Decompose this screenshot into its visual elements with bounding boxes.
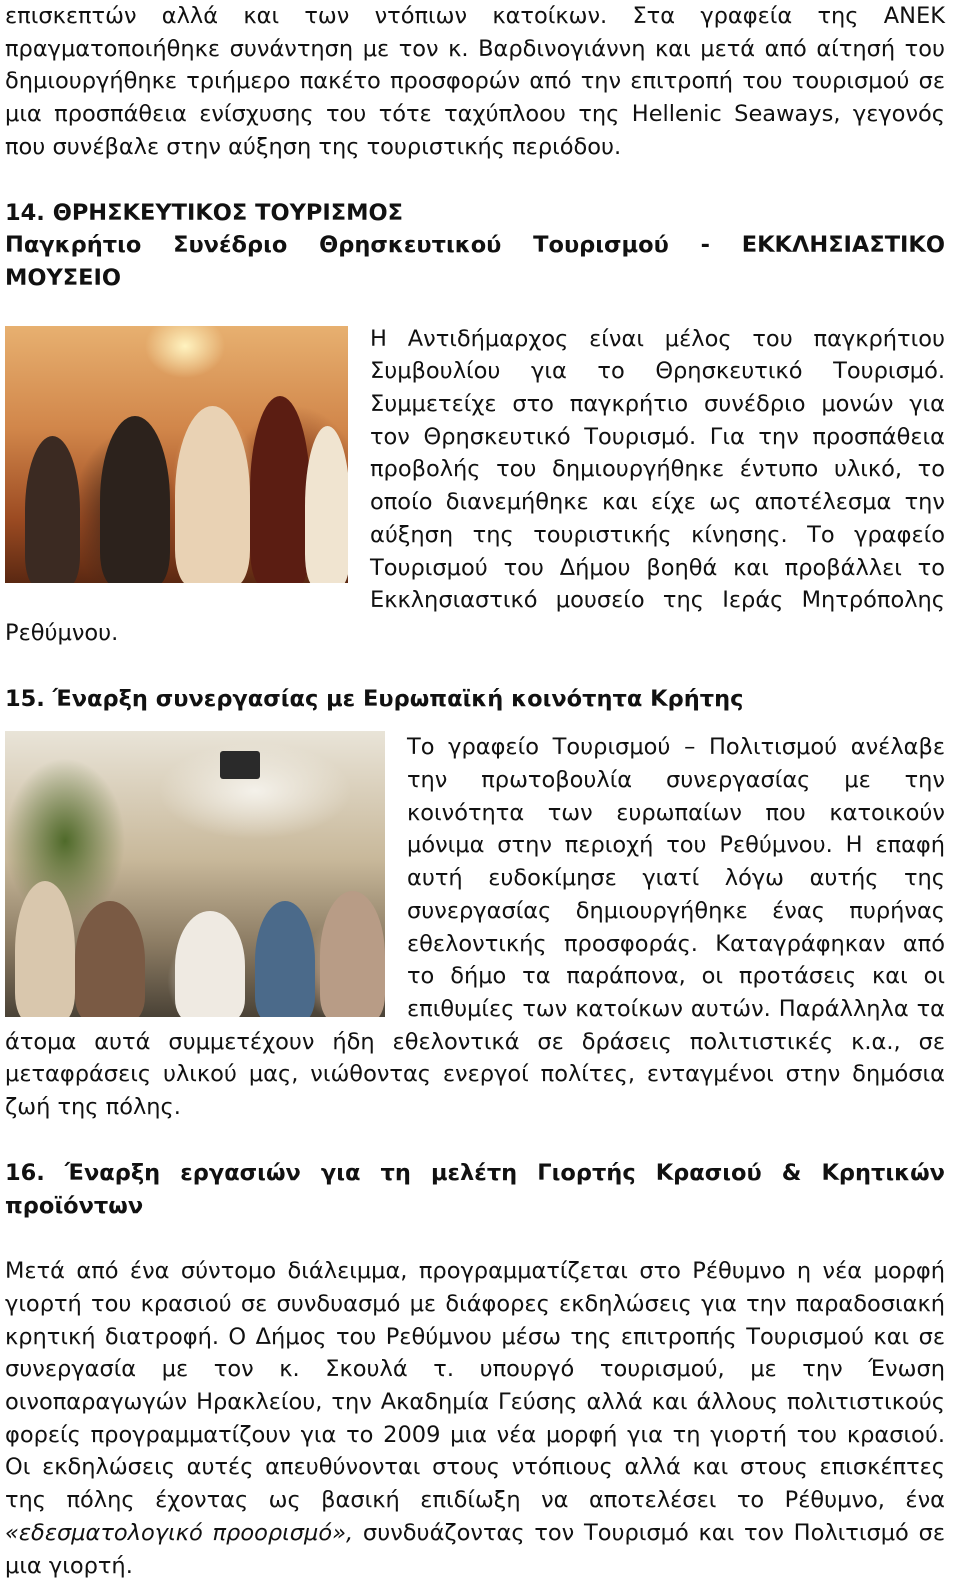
section-15-body: Το γραφείο Τουρισμού – Πολιτισμού ανέλαβε την πρωτοβουλία συνεργασίας με την κοινότητα των ευρωπαίων που κατοικούν μόνιμα στην περιοχή του Ρεθύμνου. Η επαφή αυτή ευδοκίμησε γιατί λόγω αυτής της συνεργασίας δημιουργήθηκε ένας πυρήνας εθελοντικής προσφοράς. Καταγράφηκαν από το δήμο τα παράπονα, οι προτάσεις και οι επιθυμίες των κατοίκων αυτών. Παράλληλα τα άτομα αυτά συμμετέχουν ήδη εθελοντικά σε δράσεις πολιτιστικές κ.α., σε μεταφράσεις υλικού μας, νιώθοντας ενεργοί πολίτες, ενταγμένοι στην δημόσια ζωή της πόλης. (5, 734, 945, 1121)
section-14-body: Η Αντιδήμαρχος είναι μέλος του παγκρήτιου Συμβουλίου για το Θρησκευτικό Τουρισμό. Συμμετείχε στο παγκρήτιο συνέδριο μονών για τον Θρησκευτικό Τουρισμό. Για την προσπάθεια προβολής του δημιουργήθηκε έντυπο υλικό, το οποίο διανεμήθηκε και είχε ως αποτέλεσμα την αύξηση της τουριστικής κίνησης. Το γραφείο Τουρισμού του Δήμου βοηθά και προβάλλει το Εκκλησιαστικό μουσείο της Ιεράς Μητρόπολης Ρεθύμνου. (5, 325, 945, 646)
section-16-body-end: συνδυάζοντας τον Τουρισμό και τον Πολιτισμό σε μια γιορτή. (5, 1519, 945, 1579)
spacer (5, 650, 945, 683)
european-community-meeting-photo (5, 731, 385, 1017)
section-16-heading: 16. Έναρξη εργασιών για τη μελέτη Γιορτής Κρασιού & Κρητικών προϊόντων (5, 1159, 945, 1219)
section-14-subheading: Παγκρήτιο Συνέδριο Θρησκευτικού Τουρισμού - ΕΚΚΛΗΣΙΑΣΤΙΚΟ ΜΟΥΣΕΙΟ (5, 232, 945, 291)
section-16-body (5, 1255, 945, 1582)
section-15-heading: 15. Έναρξη συνεργασίας με Ευρωπαϊκή κοινότητα Κρήτης (5, 685, 744, 712)
section-14-heading: 14. ΘΡΗΣΚΕΥΤΙΚΟΣ ΤΟΥΡΙΣΜΟΣ (5, 199, 403, 226)
section-14-block (5, 323, 945, 650)
spacer (5, 1124, 945, 1157)
spacer (5, 1222, 945, 1255)
section-15-block (5, 731, 945, 1123)
museum-visit-photo (5, 326, 348, 583)
spacer (5, 295, 945, 323)
section-16-body-text: Μετά από ένα σύντομο διάλειμμα, προγραμματίζεται στο Ρέθυμνο η νέα μορφή γιορτή του κρασιού σε συνδυασμό με διάφορες εκδηλώσεις για την παραδοσιακή κρητική διατροφή. Ο Δήμος του Ρεθύμνου μέσω της επιτροπής Τουρισμού και σε συνεργασία με τον κ. Σκουλά τ. υπουργό τουρισμού, με την Ένωση οινοπαραγωγών Ηρακλείου, την Ακαδημία Γεύσης αλλά και άλλους πολιτιστικούς φορείς προγραμματίζουν για το 2009 μια νέα μορφή για τη γιορτή του κρασιού. Οι εκδηλώσεις αυτές απευθύνονται στους ντόπιους αλλά και στους επισκέπτες της πόλης έχοντας ως βασική επιδίωξη να αποτελέσει το Ρέθυμνο, ένα (5, 1258, 945, 1514)
section-16-body-italic: «εδεσματολογικό προορισμό», (5, 1519, 354, 1546)
spacer (5, 164, 945, 197)
intro-paragraph: επισκεπτών αλλά και των ντόπιων κατοίκων. Στα γραφεία της ANEK πραγματοποιήθηκε συνάντηση με τον κ. Βαρδινογιάννη και μετά από αίτησή του δημιουργήθηκε τριήμερο πακέτο προσφορών από την επιτροπή του τουρισμού σε μια προσπάθεια ενίσχυσης του τότε ταχύπλοου της Hellenic Seaways, γεγονός που συνέβαλε στην αύξηση της τουριστικής περιόδου. (5, 3, 945, 160)
spacer (5, 715, 945, 731)
document-page (5, 0, 945, 1582)
